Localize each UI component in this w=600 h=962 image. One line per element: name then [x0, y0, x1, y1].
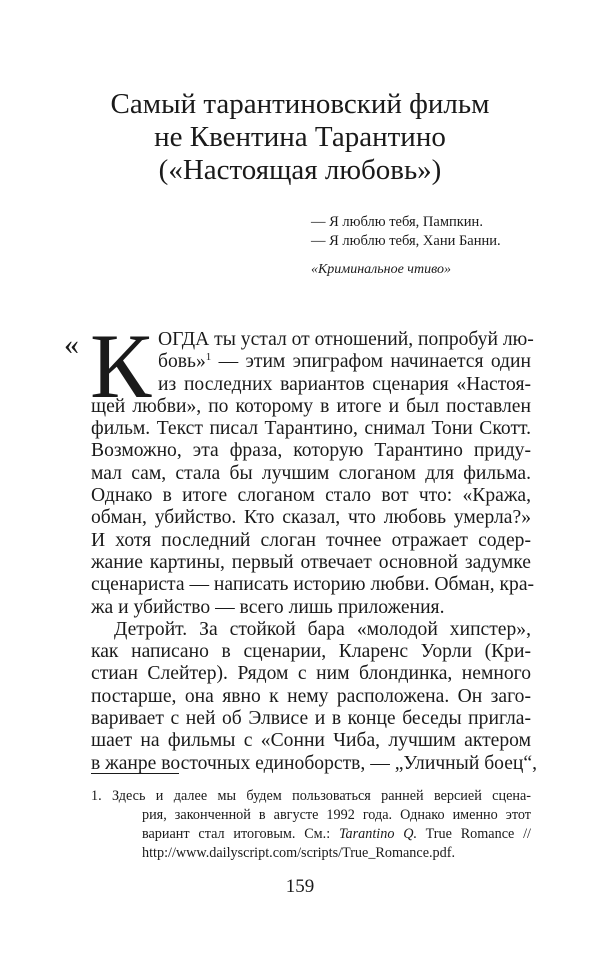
epigraph-source: «Криминальное чтиво»	[311, 262, 451, 277]
text-line: И хотя последний слоган точнее отражает содер-	[91, 529, 531, 551]
text-line: Однако в итоге слоганом стало вот что: «Кража,	[91, 485, 531, 507]
footnote-url[interactable]: http://www.dailyscript.com/scripts/True_Romance.pdf.	[142, 845, 456, 861]
text-line: Возможно, эта фраза, которую Тарантино приду-	[91, 440, 531, 462]
text-line: из последних вариантов сценария «Настоя-	[158, 373, 531, 395]
text-line: сценариста — написать историю любви. Обман, кра-	[91, 574, 535, 596]
text-line: как написано в сценарии, Кларенс Уорли (Кри-	[91, 641, 531, 663]
drop-cap-quote: «	[64, 328, 79, 361]
text-line: мал сам, стала бы лучшим слоганом для фильма.	[91, 462, 531, 484]
epigraph-line: — Я люблю тебя, Пампкин.	[311, 214, 483, 230]
text-fragment-italic: Tarantino Q.	[338, 826, 418, 842]
footnote-ref[interactable]: 1	[205, 351, 212, 364]
text-line	[91, 351, 531, 373]
chapter-title-line: Самый тарантиновский фильм	[110, 88, 490, 120]
text-fragment: — этим эпиграфом начинается один	[211, 351, 531, 373]
text-line: жание картины, первый отвечает основной задумке	[91, 551, 531, 573]
text-line: щей любви», по которому в итоге и был поставлен	[91, 395, 531, 417]
text-line: варивает с ней об Элвисе и в конце беседы пригла-	[91, 708, 531, 730]
epigraph	[311, 213, 501, 279]
chapter-title	[60, 88, 540, 187]
text-fragment: True Romance //	[417, 826, 531, 842]
text-fragment: Здесь и далее мы будем пользоваться ранней версией сцена-	[112, 788, 531, 804]
text-fragment: бовь»	[158, 351, 206, 373]
text-line: ОГДА ты устал от отношений, попробуй лю-	[158, 329, 534, 350]
body-text	[91, 329, 537, 775]
text-line: обман, убийство. Кто сказал, что любовь умерла?»	[91, 507, 531, 529]
text-line: фильм. Текст писал Тарантино, снимал Тони Скотт.	[91, 418, 531, 440]
text-fragment: вариант стал итоговым. См.:	[142, 826, 339, 842]
text-line: стиан Слейтер). Рядом с ним блондинка, немного	[91, 663, 531, 685]
chapter-title-line: не Квентина Тарантино	[154, 121, 446, 153]
footnote-line: рия, законченной в августе 1992 года. Однако именно этот	[142, 807, 531, 823]
text-line: в жанре восточных единоборств, — „Уличный боец“,	[91, 752, 537, 774]
footnote-number: 1.	[91, 788, 102, 804]
text-line: жа и убийство — всего лишь приложения.	[91, 596, 445, 618]
footnote-divider	[91, 773, 179, 774]
drop-cap-lines	[91, 329, 534, 396]
text-line: шает на фильмы с «Сонни Чиба, лучшим актером	[91, 730, 531, 752]
footnote-line	[91, 787, 531, 806]
footnote	[91, 787, 531, 863]
text-line: Детройт. За стойкой бара «молодой хипстер»,	[114, 618, 531, 640]
page-number: 159	[285, 876, 315, 897]
drop-cap-letter: К	[90, 315, 152, 417]
epigraph-line: — Я люблю тебя, Хани Банни.	[311, 233, 501, 249]
text-line: постарше, она явно к нему расположена. Он заго-	[91, 685, 531, 707]
footnote-line	[91, 825, 531, 844]
chapter-title-line: («Настоящая любовь»)	[158, 154, 442, 186]
